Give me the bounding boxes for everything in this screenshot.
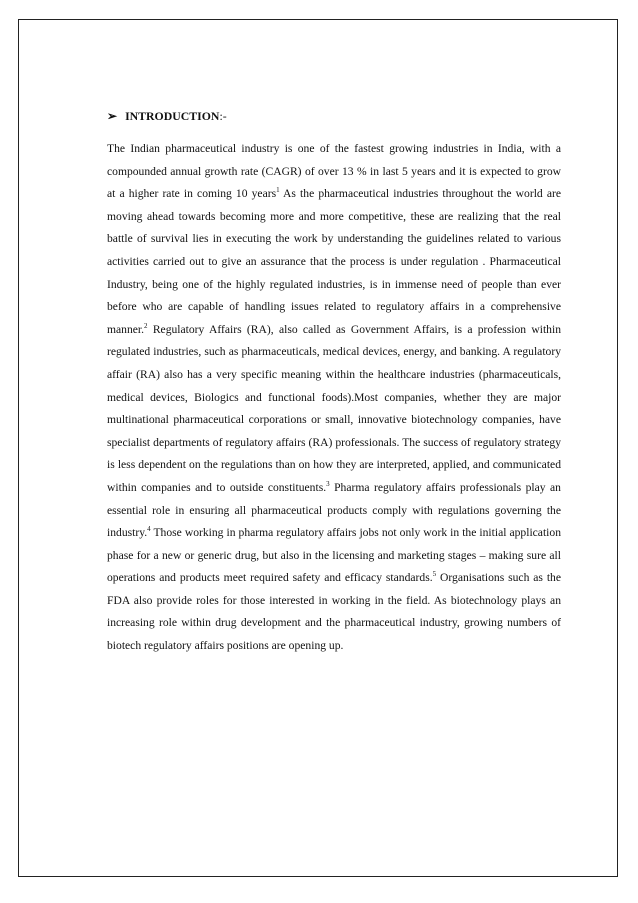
footnote-ref-2: 2	[144, 321, 148, 330]
arrow-bullet-icon: ➢	[107, 108, 118, 123]
introduction-paragraph	[107, 138, 561, 658]
heading-suffix: :-	[219, 108, 227, 123]
paragraph-text: Pharma regulatory affairs professionals play an essential role in ensuring all pharmaceutical products comply with regulations governing the industry.	[107, 480, 561, 540]
paragraph-text: Regulatory Affairs (RA), also called as Government Affairs, is a profession within regulated industries, such as pharmaceuticals, medical devices, energy, and banking. A regulatory affair (RA) also has a very specific meaning within the healthcare industries (pharmaceuticals, medical devices, Biologics and functional foods).Most companies, whether they are major multinational pharmaceutical corporations or small, innovative biotechnology companies, have specialist departments of regulatory affairs (RA) professionals. The success of regulatory strategy is less dependent on the regulations than on how they are interpreted, applied, and communicated within companies and to outside constituents.	[107, 322, 561, 494]
paragraph-text: As the pharmaceutical industries throughout the world are moving ahead towards becoming more and more competitive, these are realizing that the real battle of survival lies in executing the work by understanding the guidelines related to various activities carried out to give an assurance that the process is under regulation . Pharmaceutical Industry, being one of the highly regulated industries, is in immense need of people than ever before who are capable of handling issues related to regulatory affairs in a comprehensive manner.	[107, 187, 561, 336]
footnote-ref-5: 5	[432, 570, 437, 579]
paragraph-text: Those working in pharma regulatory affairs jobs not only work in the initial application phase for a new or generic drug, but also in the licensing and marketing stages – making sure all operations and products meet required safety and efficacy standards.	[107, 526, 561, 585]
paragraph-text: Organisations such as the FDA also provide roles for those interested in working in the field. As biotechnology plays an increasing role within drug development and the pharmaceutical industry, growing numbers of biotech regulatory affairs positions are opening up.	[107, 571, 562, 653]
footnote-ref-3: 3	[326, 480, 330, 489]
heading-title: INTRODUCTION	[125, 108, 220, 123]
footnote-ref-1: 1	[276, 186, 280, 195]
paragraph-text: The Indian pharmaceutical industry is one of the fastest growing industries in India, with a compounded annual growth rate (CAGR) of over 13 % in last 5 years and it is expected to grow at a higher rate in coming 10 years	[107, 142, 561, 201]
section-heading	[107, 105, 561, 127]
footnote-ref-4: 4	[147, 525, 151, 534]
document-body	[107, 105, 561, 658]
